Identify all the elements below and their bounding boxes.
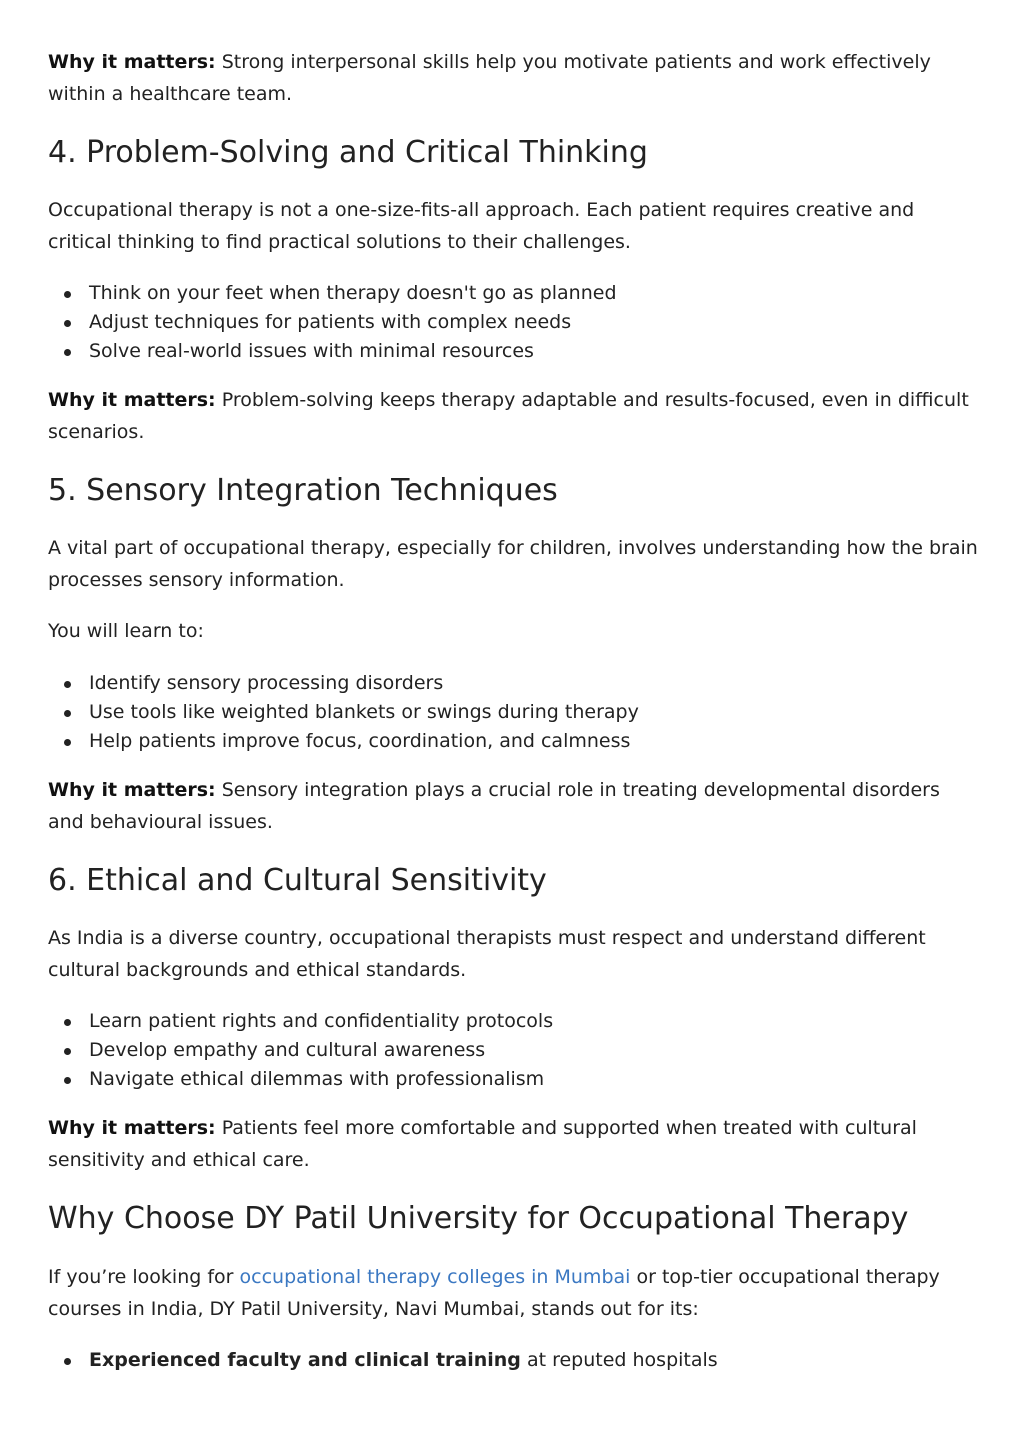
bullet-list bbox=[48, 669, 639, 756]
list-item bbox=[48, 698, 639, 727]
bullet-list bbox=[48, 279, 617, 366]
list-lead-text: You will learn to: bbox=[48, 620, 204, 642]
section-intro-paragraph bbox=[48, 1261, 978, 1325]
why-it-matters-text: Sensory integration plays a crucial role in treating developmental disorders and behavioural issues. bbox=[48, 779, 940, 833]
bullet-icon bbox=[64, 681, 71, 688]
why-it-matters-text: Patients feel more comfortable and supported when treated with cultural sensitivity and ethical care. bbox=[48, 1117, 917, 1171]
section-intro-paragraph: As India is a diverse country, occupational therapists must respect and understand different cultural backgrounds and ethical standards. bbox=[48, 927, 926, 981]
list-item bbox=[48, 669, 639, 698]
bullet-icon bbox=[64, 291, 71, 298]
bullet-icon bbox=[64, 1048, 71, 1055]
bullet-list bbox=[48, 1346, 718, 1375]
section-heading: 4. Problem-Solving and Critical Thinking bbox=[48, 135, 648, 170]
bullet-icon bbox=[64, 1077, 71, 1084]
why-it-matters-paragraph bbox=[48, 1112, 978, 1176]
why-it-matters-label: Why it matters: bbox=[48, 51, 216, 73]
list-item-text: Develop empathy and cultural awareness bbox=[89, 1039, 486, 1061]
list-item bbox=[48, 1065, 553, 1094]
list-item bbox=[48, 1036, 553, 1065]
list-item-bold-text: Experienced faculty and clinical training bbox=[89, 1349, 521, 1371]
list-item bbox=[48, 727, 639, 756]
why-it-matters-text: Problem-solving keeps therapy adaptable and results-focused, even in difficult scenarios. bbox=[48, 389, 969, 443]
section-heading: 5. Sensory Integration Techniques bbox=[48, 473, 558, 508]
why-it-matters-label: Why it matters: bbox=[48, 389, 216, 411]
list-item-text: Learn patient rights and confidentiality protocols bbox=[89, 1010, 554, 1032]
section-intro-paragraph: Occupational therapy is not a one-size-fits-all approach. Each patient requires creative and critical thinking to find practical solutions to their challenges. bbox=[48, 199, 915, 253]
why-it-matters-paragraph bbox=[48, 46, 978, 110]
why-it-matters-label: Why it matters: bbox=[48, 1117, 216, 1139]
list-item bbox=[48, 1346, 718, 1375]
list-item-text: Use tools like weighted blankets or swings during therapy bbox=[89, 701, 639, 723]
bullet-icon bbox=[64, 1358, 71, 1365]
bullet-icon bbox=[64, 1019, 71, 1026]
section-heading: 6. Ethical and Cultural Sensitivity bbox=[48, 863, 547, 898]
bullet-list bbox=[48, 1007, 553, 1094]
list-item-text: Adjust techniques for patients with complex needs bbox=[89, 311, 572, 333]
bullet-icon bbox=[64, 320, 71, 327]
list-item-text: at reputed hospitals bbox=[520, 1349, 718, 1371]
bullet-icon bbox=[64, 349, 71, 356]
list-item-text: Think on your feet when therapy doesn't go as planned bbox=[89, 282, 617, 304]
intro-text-before-link: If you’re looking for bbox=[48, 1266, 240, 1288]
why-it-matters-label: Why it matters: bbox=[48, 779, 216, 801]
list-item-text: Help patients improve focus, coordination, and calmness bbox=[89, 730, 631, 752]
list-item-text: Solve real-world issues with minimal resources bbox=[89, 340, 534, 362]
bullet-icon bbox=[64, 710, 71, 717]
section-intro-paragraph: A vital part of occupational therapy, especially for children, involves understanding how the brain processes sensory information. bbox=[48, 537, 978, 591]
list-item-text: Identify sensory processing disorders bbox=[89, 672, 444, 694]
list-item bbox=[48, 308, 617, 337]
why-it-matters-paragraph bbox=[48, 774, 978, 838]
why-it-matters-paragraph bbox=[48, 384, 978, 448]
why-it-matters-text: Strong interpersonal skills help you motivate patients and work effectively within a healthcare team. bbox=[48, 51, 931, 105]
list-item bbox=[48, 279, 617, 308]
bullet-icon bbox=[64, 739, 71, 746]
list-item bbox=[48, 1007, 553, 1036]
list-item bbox=[48, 337, 617, 366]
occupational-therapy-colleges-link[interactable]: occupational therapy colleges in Mumbai bbox=[239, 1266, 631, 1288]
list-item-text: Navigate ethical dilemmas with professionalism bbox=[89, 1068, 545, 1090]
section-heading: Why Choose DY Patil University for Occupational Therapy bbox=[48, 1201, 909, 1236]
intro-text-after-link: or top-tier occupational therapy courses in India, DY Patil University, Navi Mumbai, stands out for its: bbox=[48, 1266, 940, 1320]
